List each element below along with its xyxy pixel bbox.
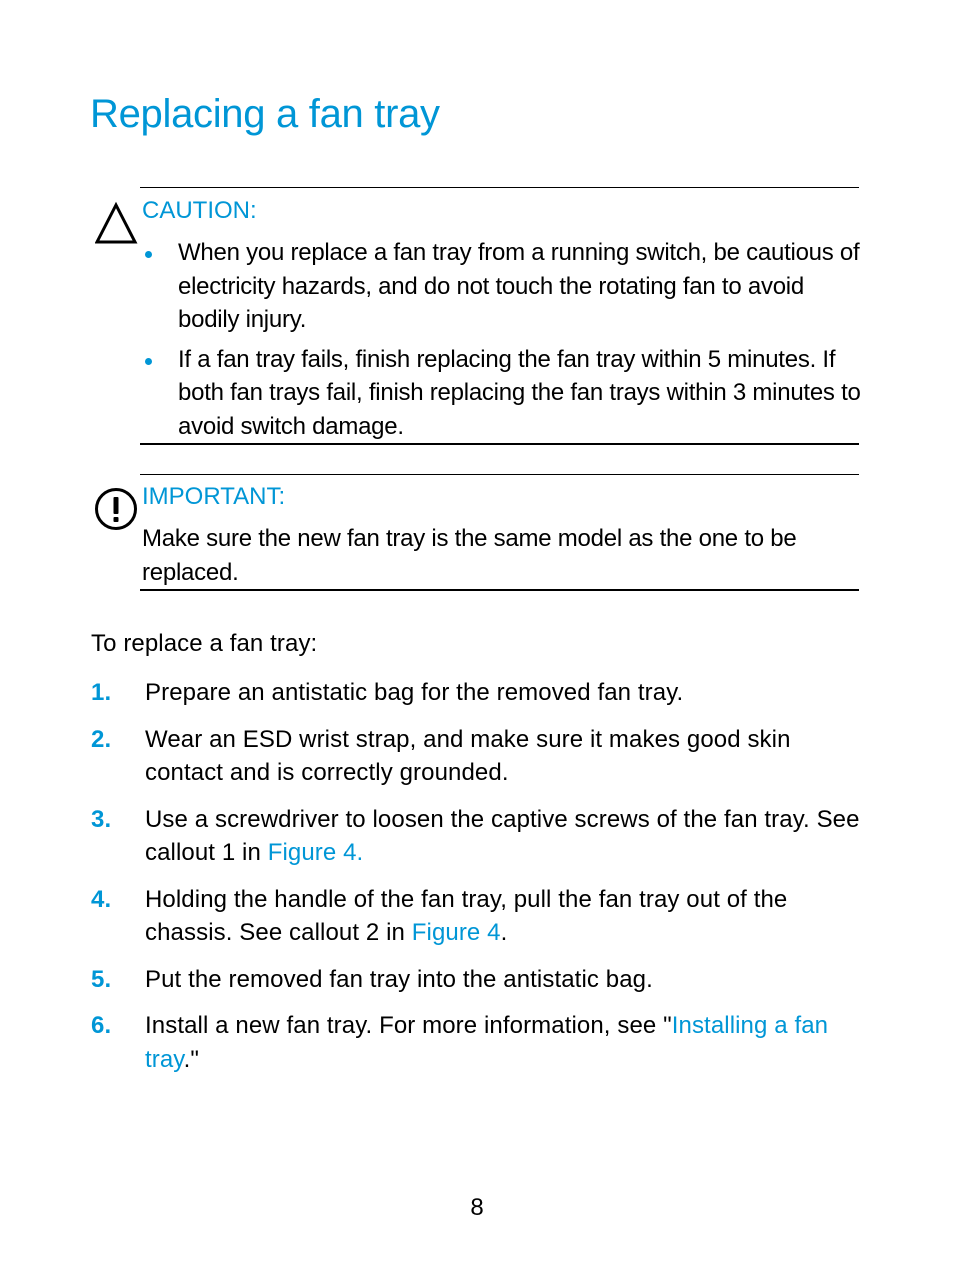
step-number: 6. — [91, 1012, 112, 1039]
bullet-icon — [145, 251, 152, 258]
procedure-intro: To replace a fan tray: — [91, 630, 318, 657]
procedure-steps — [91, 676, 866, 1089]
important-bottom-rule — [140, 589, 859, 591]
step-number: 1. — [91, 679, 112, 706]
step-text: Prepare an antistatic bag for the removed fan tray. — [145, 679, 684, 706]
step-item — [91, 1009, 866, 1076]
caution-bottom-rule — [140, 443, 859, 445]
caution-item-text: When you replace a fan tray from a running switch, be cautious of electricity hazards, and do not touch the rotating fan to avoid bodily injury. — [178, 239, 860, 333]
important-text: Make sure the new fan tray is the same model as the one to be replaced. — [142, 525, 797, 586]
step-text-suffix: ." — [183, 1045, 200, 1073]
step-number: 4. — [91, 885, 112, 913]
step-item — [91, 676, 866, 710]
step-text: Holding the handle of the fan tray, pull the fan tray out of the chassis. See callout 2 in — [145, 885, 788, 946]
step-text: Wear an ESD wrist strap, and make sure it makes good skin contact and is correctly grounded. — [145, 725, 791, 786]
caution-item — [142, 343, 862, 444]
figure-link[interactable]: Figure 4. — [267, 839, 364, 866]
caution-list — [142, 236, 862, 449]
step-item — [91, 963, 866, 997]
important-top-rule — [140, 474, 859, 475]
important-label: IMPORTANT: — [142, 483, 286, 510]
step-text: Put the removed fan tray into the antistatic bag. — [145, 965, 653, 993]
page-number: 8 — [470, 1194, 484, 1221]
caution-item-text: If a fan tray fails, finish replacing the fan tray within 5 minutes. If both fan trays fail, finish replacing the fan trays within 3 minutes to avoid switch damage. — [178, 345, 861, 440]
exclamation-circle-icon — [94, 487, 138, 531]
step-number: 2. — [91, 725, 112, 753]
step-item — [91, 803, 866, 870]
bullet-icon — [145, 358, 152, 365]
page-title: Replacing a fan tray — [90, 92, 440, 136]
installing-fan-tray-link[interactable]: Installing a fan tray — [145, 1012, 829, 1073]
step-item — [91, 723, 866, 790]
step-number: 5. — [91, 965, 112, 993]
warning-triangle-icon — [95, 201, 139, 245]
step-item — [91, 883, 866, 950]
caution-label: CAUTION: — [142, 197, 257, 224]
figure-link[interactable]: Figure 4 — [411, 919, 501, 946]
step-number: 3. — [91, 805, 112, 833]
caution-item — [142, 236, 862, 337]
step-text: Use a screwdriver to loosen the captive screws of the fan tray. See callout 1 in — [145, 805, 860, 866]
step-text-suffix: . — [500, 919, 508, 946]
step-text: Install a new fan tray. For more information, see " — [145, 1012, 672, 1039]
caution-top-rule — [140, 187, 859, 188]
